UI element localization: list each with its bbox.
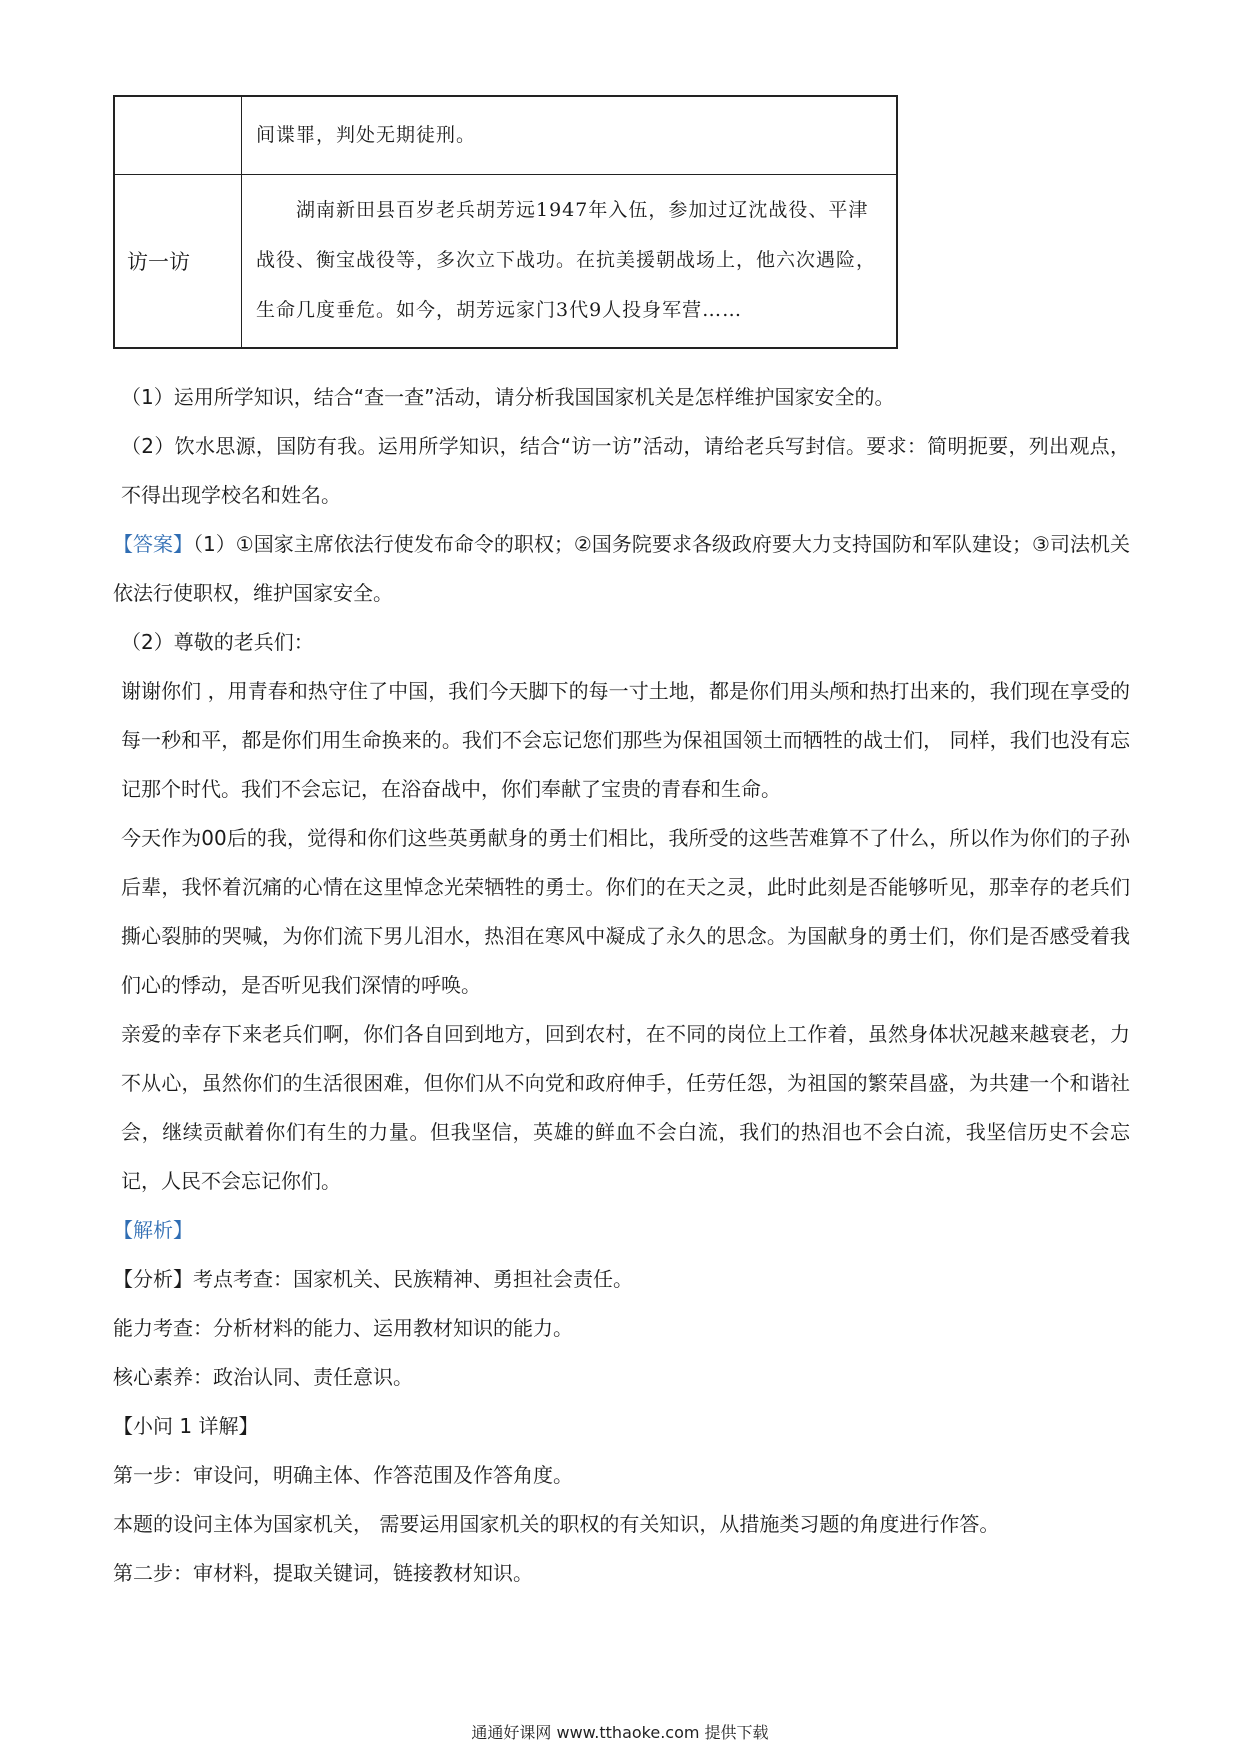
analysis-step-2: 第二步：审材料，提取关键词，链接教材知识。 [113,1561,533,1585]
table-row-label: 访一访 [114,175,242,349]
answer-tag: 【答案】 [113,532,194,556]
analysis-fenxi: 【分析】考点考查：国家机关、民族精神、勇担社会责任。 [113,1267,633,1291]
analysis-step-1: 第一步：审设问，明确主体、作答范围及作答角度。 [113,1463,573,1487]
analysis-suyang: 核心素养：政治认同、责任意识。 [113,1365,413,1389]
table-row-label [114,96,242,175]
analysis-nengli: 能力考查：分析材料的能力、运用教材知识的能力。 [113,1316,573,1340]
letter-paragraph-3: 亲爱的幸存下来老兵们啊，你们各自回到地方，回到农村，在不同的岗位上工作着，虽然身体状况越来越衰老，力不从心，虽然你们的生活很困难，但你们从不向党和政府伸手，任劳任怨，为祖国的繁荣昌盛，为共建一个和谐社会，继续贡献着你们有生的力量。但我坚信，英雄的鲜血不会白流，我们的热泪也不会白流，我坚信历史不会忘记，人民不会忘记你们。 [121,1022,1130,1193]
answer-1-text: （1）①国家主席依法行使发布命令的职权；②国务院要求各级政府要大力支持国防和军队建设；③司法机关依法行使职权，维护国家安全。 [113,532,1131,605]
answer-2-greeting: （2）尊敬的老兵们： [121,630,314,654]
answer-1 [113,520,1130,618]
table-row-text: 间谍罪，判处无期徒刑。 [242,96,898,175]
table-row [114,96,897,175]
table-row [114,175,897,349]
question-2: （2）饮水思源，国防有我。运用所学知识，结合“访一访”活动，请给老兵写封信。要求：简明扼要，列出观点，不得出现学校名和姓名。 [121,434,1130,507]
analysis-step-1-detail: 本题的设问主体为国家机关， 需要运用国家机关的职权的有关知识，从措施类习题的角度进行作答。 [113,1512,1000,1536]
table-row-text: 湖南新田县百岁老兵胡芳远1947年入伍，参加过辽沈战役、平津战役、衡宝战役等，多次立下战功。在抗美援朝战场上，他六次遇险，生命几度垂危。如今，胡芳远家门3代9人投身军营…… [242,175,898,349]
letter-paragraph-1: 谢谢你们 ，用青春和热守住了中国，我们今天脚下的每一寸土地，都是你们用头颅和热打出来的，我们现在享受的每一秒和平，都是你们用生命换来的。我们不会忘记您们那些为保祖国领土而牺牲的战士们， 同样，我们也没有忘记那个时代。我们不会忘记，在浴奋战中，你们奉献了宝贵的青春和生命。 [121,679,1130,801]
material-table [113,95,898,349]
sub-question-1-heading: 【小问 1 详解】 [113,1414,259,1438]
letter-paragraph-2: 今天作为00后的我，觉得和你们这些英勇献身的勇士们相比，我所受的这些苦难算不了什么，所以作为你们的子孙后辈，我怀着沉痛的心情在这里悼念光荣牺牲的勇士。你们的在天之灵，此时此刻是否能够听见，那幸存的老兵们撕心裂肺的哭喊，为你们流下男儿泪水，热泪在寒风中凝成了永久的思念。为国献身的勇士们，你们是否感受着我们心的悸动，是否听见我们深情的呼唤。 [121,826,1130,997]
document-body [113,373,1130,1598]
analysis-tag: 【解析】 [113,1218,193,1242]
footer-watermark: 通通好课网 www.tthaoke.com 提供下载 [471,1723,769,1742]
question-1: （1）运用所学知识，结合“查一查”活动，请分析我国国家机关是怎样维护国家安全的。 [121,385,895,409]
